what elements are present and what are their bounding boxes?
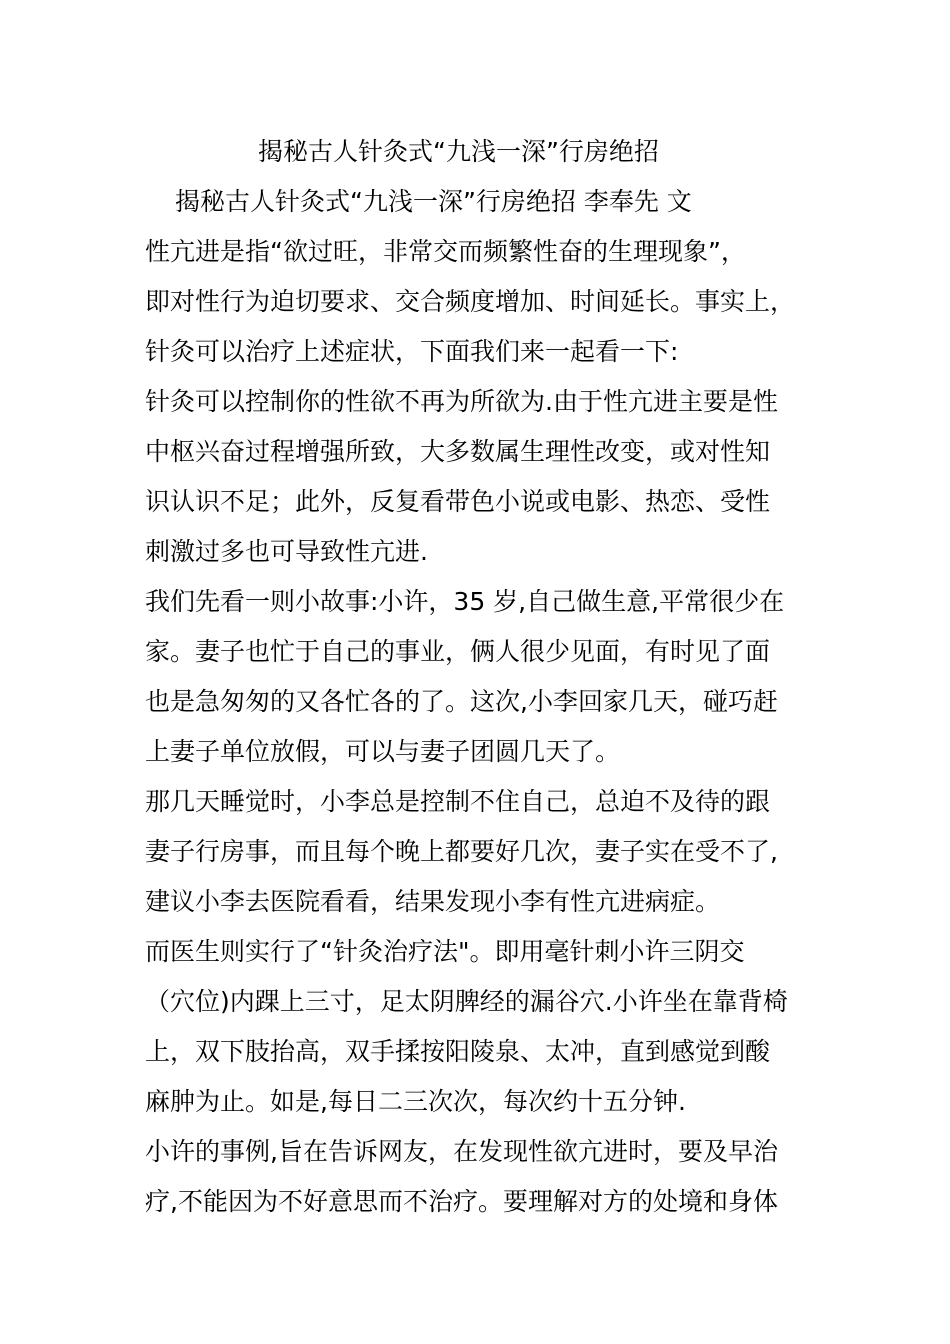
text-line: 疗,不能因为不好意思而不治疗。要理解对方的处境和身体 (145, 1187, 778, 1216)
text-line: 那几天睡觉时，小李总是控制不住自己，总迫不及待的跟 (145, 787, 771, 816)
document-subtitle: 揭秘古人针灸式“九浅一深”行房绝招 李奉先 文 (175, 187, 692, 216)
text-line: 针灸可以治疗上述症状，下面我们来一起看一下: (145, 337, 679, 366)
text-line: 即对性行为迫切要求、交合频度增加、时间延长。事实上， (145, 287, 796, 316)
text-line: 识认识不足；此外，反复看带色小说或电影、热恋、受性 (145, 487, 771, 516)
text-line: 妻子行房事，而且每个晚上都要好几次，妻子实在受不了, (145, 837, 778, 866)
document-title: 揭秘古人针灸式“九浅一深”行房绝招 (258, 137, 659, 166)
text-line: 小许的事例,旨在告诉网友，在发现性欲亢进时，要及早治 (145, 1137, 778, 1166)
text-line: 刺激过多也可导致性亢进. (145, 537, 428, 566)
text-line: 上妻子单位放假，可以与妻子团圆几天了。 (145, 737, 621, 766)
text-line: 麻肿为止。如是,每日二三次次，每次约十五分钟. (145, 1087, 686, 1116)
text-line: 也是急匆匆的又各忙各的了。这次,小李回家几天，碰巧赶 (145, 687, 778, 716)
text-line: （穴位)内踝上三寸，足太阴脾经的漏谷穴.小许坐在靠背椅 (145, 987, 788, 1016)
text-line: 而医生则实行了“针灸治疗法"。即用毫针刺小许三阴交 (145, 937, 745, 966)
text-line: 针灸可以控制你的性欲不再为所欲为.由于性亢进主要是性 (145, 387, 778, 416)
text-line: 家。妻子也忙于自己的事业，俩人很少见面，有时见了面 (145, 637, 771, 666)
text-line: 建议小李去医院看看，结果发现小李有性亢进病症。 (145, 887, 721, 916)
text-line: 性亢进是指“欲过旺，非常交而频繁性奋的生理现象”， (145, 237, 746, 266)
text-line: 上，双下肢抬高，双手揉按阳陵泉、太冲，直到感觉到酸 (145, 1037, 771, 1066)
text-line: 中枢兴奋过程增强所致，大多数属生理性改变，或对性知 (145, 437, 771, 466)
text-line: 我们先看一则小故事:小许，35 岁,自己做生意,平常很少在 (145, 587, 785, 616)
